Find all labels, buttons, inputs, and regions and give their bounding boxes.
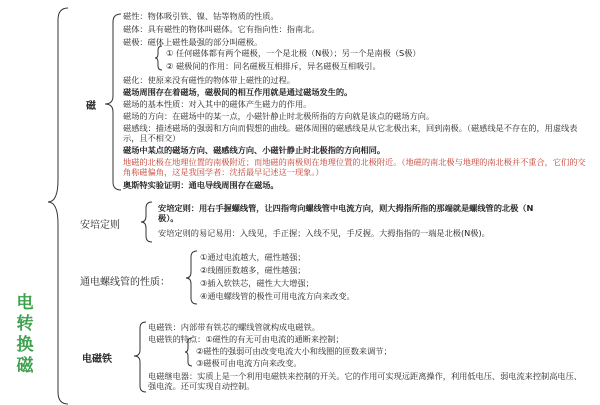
magnet-line-7: 磁场周围存在着磁场，磁极间的相互作用就是通过磁场发生的。 (123, 87, 353, 97)
magnet-line-5: ② 磁极间的作用：同名磁极互相排斥，异名磁极互相吸引。 (166, 61, 381, 71)
electromagnet-line-4: ③磁极可由电流方向来改变。 (196, 358, 302, 368)
solenoid-line-2: ②线圈匝数越多，磁性越强； (200, 265, 306, 275)
magnet-line-10: 磁感线：描述磁场的强弱和方向而假想的曲线。磁体周围的磁感线是从它北极出来，回到南极。（磁感线是不存在的，用虚线表示，且不相交） (123, 123, 578, 144)
section-label-solenoid: 通电螺线管的性质： (80, 277, 170, 288)
ampere-line-2: 安培定则的易记易用：入线见，手正握；入线不见，手反握。大拇指指的一端是北极(N极)。 (158, 228, 490, 238)
ampere-line-1: 安培定则：用右手握螺线管，让四指弯向螺线管中电流方向，则大拇指所指的那端就是螺线管的北极（N极）。 (158, 203, 534, 224)
solenoid-line-1: ①通过电流越大，磁性越强； (200, 252, 306, 262)
electromagnet-line-3: ②磁性的强弱可由改变电流大小和线圈的匝数来调节； (196, 346, 392, 356)
solenoid-line-3: ③插入软铁芯，磁性大大增强； (200, 278, 314, 288)
section-label-ampere: 安培定则 (80, 220, 120, 231)
magnet-line-11: 磁场中某点的磁场方向、磁感线方向、小磁针静止时北极指的方向相同。 (123, 145, 386, 155)
magnet-line-13: 奥斯特实验证明：通电导线周围存在磁场。 (123, 180, 279, 190)
magnet-line-2: 磁体：具有磁性的物体叫磁体。它有指向性：指南北。 (123, 24, 320, 34)
electromagnet-line-1: 电磁铁：内部带有铁芯的螺线管就构成电磁铁。 (148, 322, 320, 332)
section-label-magnet: 磁 (86, 101, 96, 112)
magnet-line-3: 磁极：磁体上磁性最强的部分叫磁极。 (123, 37, 263, 47)
electromagnet-line-2: 电磁铁的特点：①磁性的有无可由电流的通断来控制； (148, 334, 344, 344)
magnet-line-12: 地磁的北极在地理位置的南极附近；而地磁的南极则在地理位置的北极附近。（地磁的南北极与地理的南北极并不重合，它们的交角称磁偏角，这是我国学者：沈括最早记述这一现象。） (123, 157, 586, 178)
magnet-line-9: 磁场的方向：在磁场中的某一点，小磁针静止时北极所指的方向就是该点的磁场方向。 (123, 111, 435, 121)
electromagnet-line-5: 电磁继电器：实质上是一个利用电磁铁来控制的开关。它的作用可实现远距离操作，利用低电压、弱电流来控制高电压、强电流。还可实现自动控制。 (148, 371, 582, 392)
solenoid-line-4: ④通电螺线管的极性可用电流方向来改变。 (200, 291, 355, 301)
main-title: 电转换磁 (16, 293, 34, 376)
magnet-line-1: 磁性：物体吸引铁、镍、钴等物质的性质。 (123, 11, 279, 21)
magnet-line-8: 磁场的基本性质：对入其中的磁体产生磁力的作用。 (123, 99, 312, 109)
magnet-line-6: 磁化：使原来没有磁性的物体带上磁性的过程。 (123, 75, 295, 85)
magnet-line-4: ① 任何磁体都有两个磁极，一个是北极（N极）；另一个是南极（S极） (166, 48, 421, 58)
section-label-electromagnet: 电磁铁 (82, 354, 112, 365)
